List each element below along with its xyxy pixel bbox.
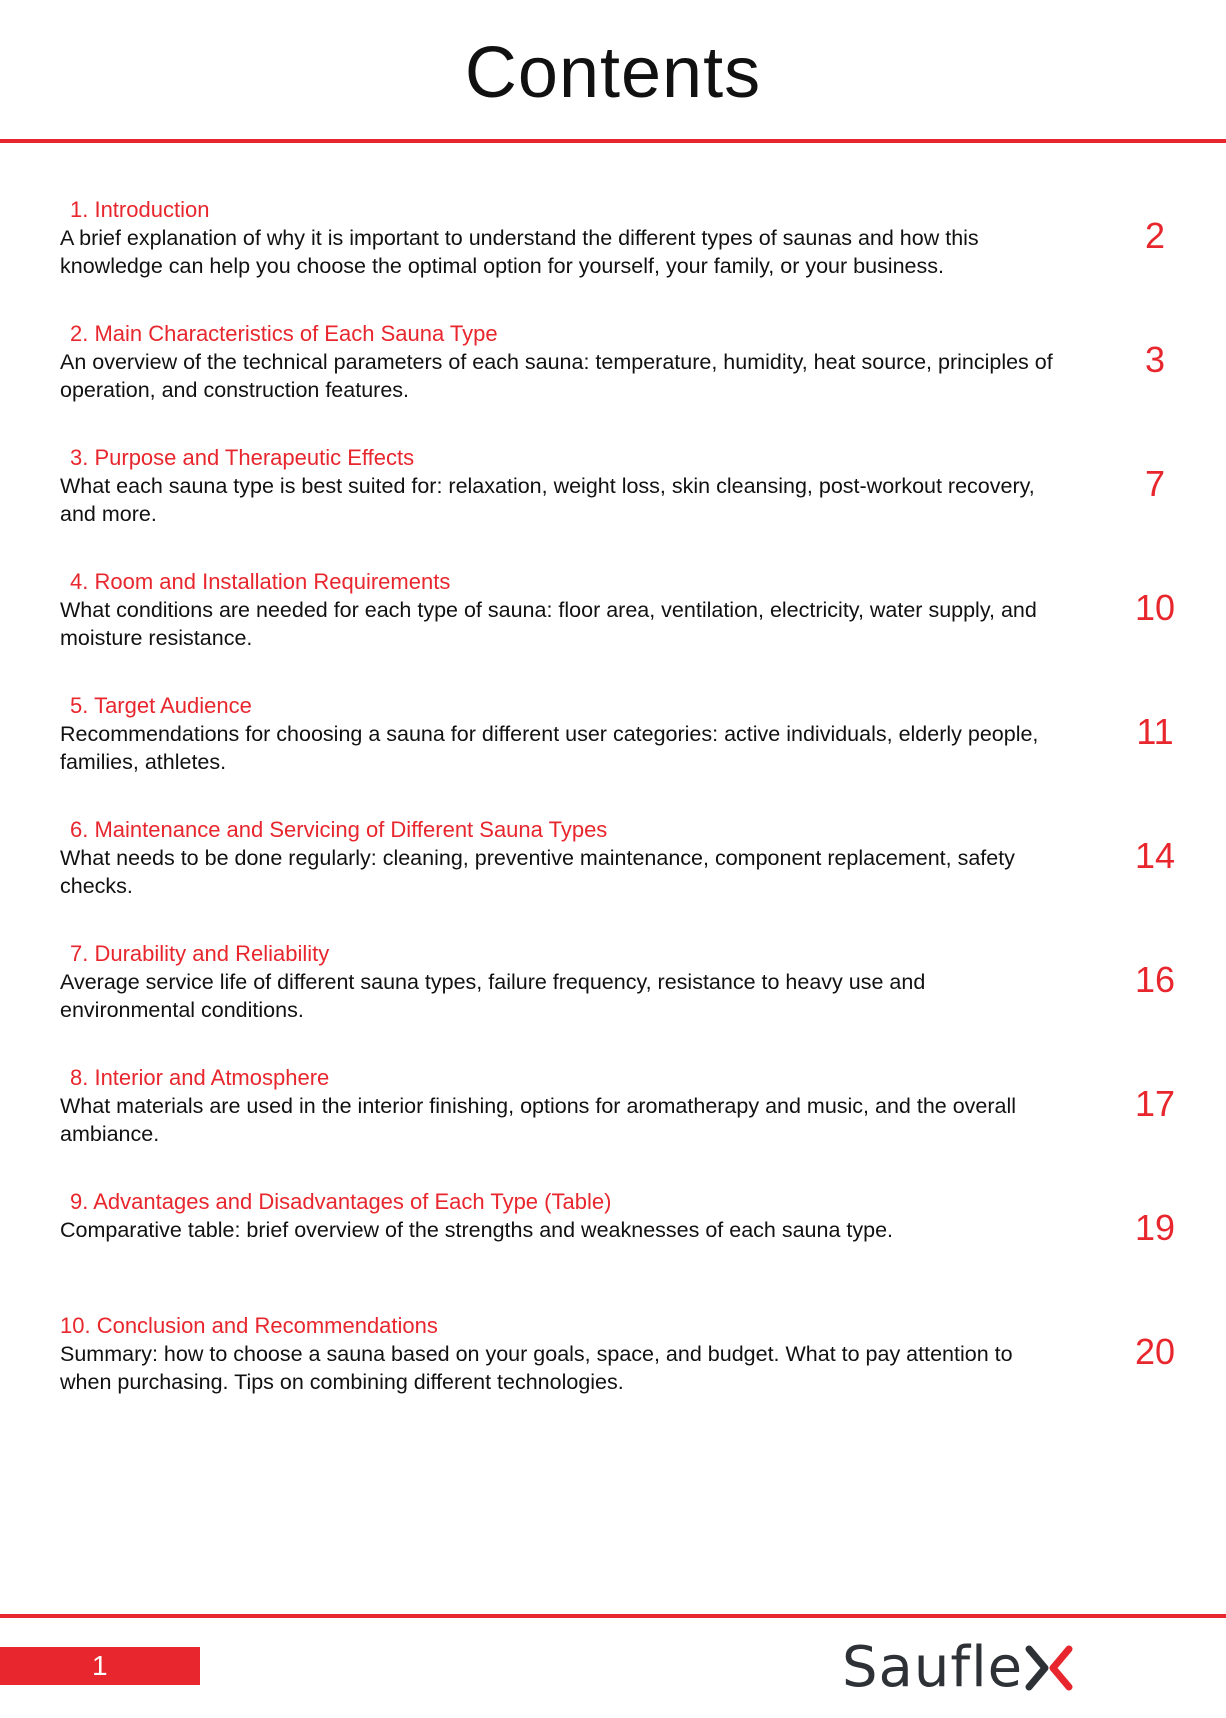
toc-entry-page[interactable]: 7	[1144, 463, 1166, 504]
toc-entry-title[interactable]: 7. Durability and Reliability	[70, 941, 330, 966]
toc-entry[interactable]	[0, 1188, 1226, 1312]
toc-entry-description: What conditions are needed for each type of sauna: floor area, ventilation, electricity, water supply, and moisture resistance.	[60, 598, 1037, 650]
toc-entry-title[interactable]: 1. Introduction	[70, 197, 210, 222]
toc-entry-page[interactable]: 20	[1134, 1331, 1176, 1372]
toc-entry-title[interactable]: 4. Room and Installation Requirements	[70, 569, 451, 594]
toc-entry-description: An overview of the technical parameters of each sauna: temperature, humidity, heat source, principles of operation, and construction features.	[60, 350, 1053, 402]
toc-entry[interactable]	[0, 320, 1226, 444]
toc-entry[interactable]	[0, 196, 1226, 320]
toc-entry-page[interactable]: 16	[1134, 959, 1176, 1000]
toc-entry-title[interactable]: 9. Advantages and Disadvantages of Each Type (Table)	[70, 1189, 612, 1214]
toc-entry[interactable]	[0, 568, 1226, 692]
toc-entry-description: A brief explanation of why it is important to understand the different types of saunas and how this knowledge can help you choose the optimal option for yourself, your family, or your business.	[60, 226, 979, 278]
page-number: 1	[92, 1650, 108, 1681]
toc-entry[interactable]	[0, 940, 1226, 1064]
brand-wordmark: Saufle	[842, 1635, 1024, 1700]
toc-entry[interactable]	[0, 1064, 1226, 1188]
toc-entry-title[interactable]: 2. Main Characteristics of Each Sauna Type	[70, 321, 498, 346]
toc-entry-description: What each sauna type is best suited for: relaxation, weight loss, skin cleansing, post-workout recovery, and more.	[60, 474, 1035, 526]
toc-entry-description: What materials are used in the interior finishing, options for aromatherapy and music, and the overall ambiance.	[60, 1094, 1017, 1146]
toc-entry[interactable]	[0, 816, 1226, 940]
toc-entry-title[interactable]: 10. Conclusion and Recommendations	[60, 1313, 438, 1338]
toc-entry[interactable]	[0, 692, 1226, 816]
toc-entry-title[interactable]: 6. Maintenance and Servicing of Different Sauna Types	[70, 817, 608, 842]
toc-entry-description: Summary: how to choose a sauna based on your goals, space, and budget. What to pay attention to when purchasing. Tips on combining different technologies.	[60, 1342, 1013, 1394]
toc-entry-page[interactable]: 19	[1134, 1207, 1176, 1248]
brand-x-mark-icon	[1025, 1645, 1073, 1691]
toc-entry-title[interactable]: 8. Interior and Atmosphere	[70, 1065, 330, 1090]
toc-entry-description: Comparative table: brief overview of the strengths and weaknesses of each sauna type.	[60, 1218, 893, 1242]
toc-list	[0, 196, 1226, 1436]
toc-entry-title[interactable]: 3. Purpose and Therapeutic Effects	[70, 445, 415, 470]
toc-entry-title[interactable]: 5. Target Audience	[70, 693, 252, 718]
toc-entry-page[interactable]: 14	[1134, 835, 1176, 876]
toc-entry-page[interactable]: 3	[1144, 339, 1166, 380]
toc-entry-page[interactable]: 2	[1144, 215, 1166, 256]
toc-entry[interactable]	[0, 444, 1226, 568]
page-number-box	[0, 1647, 200, 1685]
toc-entry-description: Recommendations for choosing a sauna for different user categories: active individuals, elderly people, families, athletes.	[60, 722, 1039, 774]
page-title: Contents	[464, 33, 762, 113]
brand-logo	[842, 1635, 1182, 1700]
toc-entry[interactable]	[0, 1312, 1226, 1436]
toc-entry-description: What needs to be done regularly: cleaning, preventive maintenance, component replacement, safety checks.	[60, 846, 1015, 898]
toc-entry-page[interactable]: 10	[1134, 587, 1176, 628]
toc-entry-page[interactable]: 11	[1136, 711, 1174, 752]
footer-divider	[0, 1614, 1226, 1618]
header-divider	[0, 139, 1226, 143]
toc-entry-description: Average service life of different sauna types, failure frequency, resistance to heavy use and environmental conditions.	[60, 970, 926, 1022]
toc-entry-page[interactable]: 17	[1134, 1083, 1176, 1124]
